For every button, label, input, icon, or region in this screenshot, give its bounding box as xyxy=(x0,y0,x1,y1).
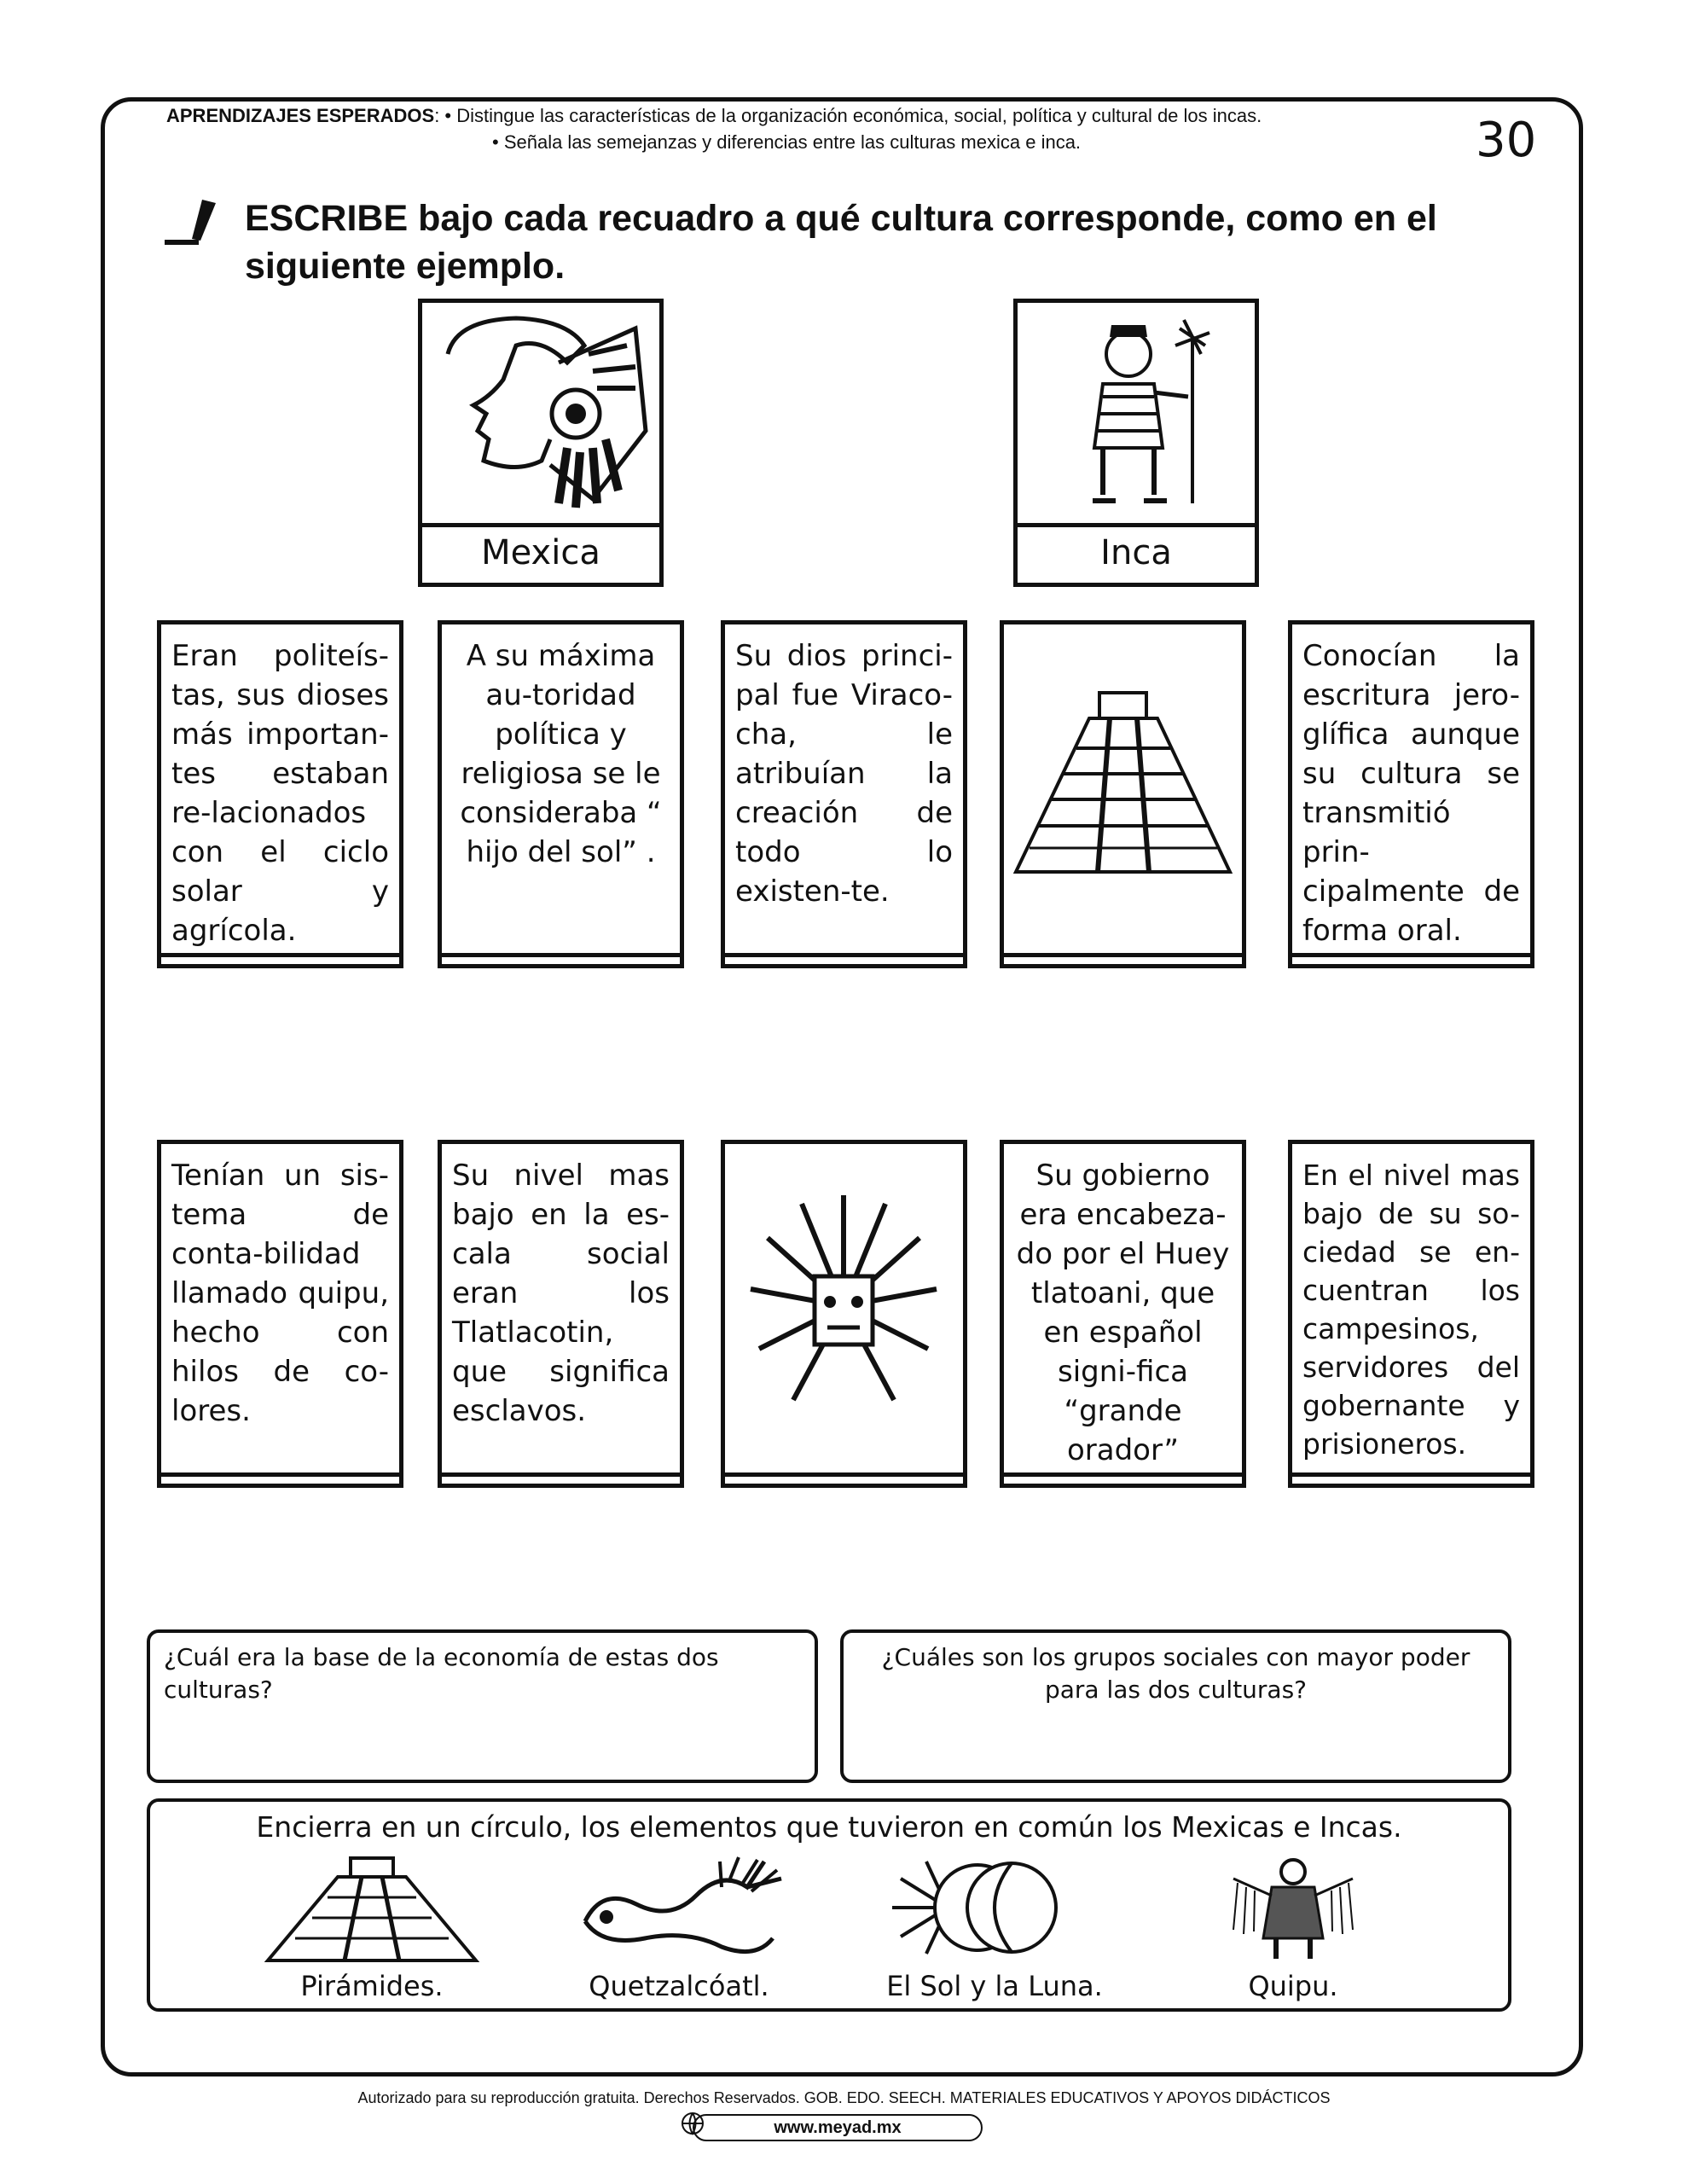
option-quetzalcoatl[interactable] xyxy=(551,1853,807,2002)
card-text: Su dios princi-pal fue Viraco-cha, le atribuían la creación de todo lo existen-te. xyxy=(725,624,963,957)
option-sol-luna[interactable] xyxy=(867,1853,1122,2002)
inca-figure-icon xyxy=(1018,303,1255,516)
pyramid-icon xyxy=(261,1853,483,1962)
card-text: Eran politeís-tas, sus dioses más importan-tes estaban re-lacionados con el ciclo solar y agrícola. xyxy=(161,624,399,957)
card-row2-3 xyxy=(721,1140,967,1488)
card-row2-2 xyxy=(438,1140,684,1488)
answer-box[interactable] xyxy=(442,868,680,964)
option-label: Quipu. xyxy=(1248,1970,1338,2002)
objectives-label: APRENDIZAJES ESPERADOS xyxy=(166,105,435,126)
card-text: A su máxima au-toridad política y religiosa se le consideraba “ hijo del sol” . xyxy=(442,624,680,957)
example-label-inca: Inca xyxy=(1100,533,1172,572)
card-row1-4 xyxy=(1000,620,1246,968)
answer-box[interactable] xyxy=(161,868,399,964)
answer-box[interactable] xyxy=(1004,868,1242,964)
example-card-mexica xyxy=(418,299,664,587)
question-box-social-groups[interactable] xyxy=(840,1629,1511,1783)
warrior-head-icon xyxy=(422,303,659,516)
objective-2: • Señala las semejanzas y diferencias entre las culturas mexica e inca. xyxy=(492,131,1082,153)
answer-box[interactable] xyxy=(1292,868,1530,964)
objective-1: : • Distingue las características de la organización económica, social, política y cultural de los incas. xyxy=(434,105,1262,126)
common-elements-box xyxy=(147,1798,1511,2012)
card-text: Su gobierno era encabeza-do por el Huey tlatoani, que en español signi-fica “grande orador” xyxy=(1004,1144,1242,1477)
card-row1-2 xyxy=(438,620,684,968)
instruction-text: ESCRIBE bajo cada recuadro a qué cultura corresponde, como en el siguiente ejemplo. xyxy=(245,198,1437,287)
website-link[interactable]: www.meyad.mx xyxy=(693,2114,983,2141)
question-box-economy[interactable] xyxy=(147,1629,818,1783)
answer-box[interactable] xyxy=(725,1388,963,1484)
page-number: 30 xyxy=(1476,113,1537,168)
card-row2-1 xyxy=(157,1140,403,1488)
card-text: Conocían la escritura jero-glífica aunque su cultura se transmitió prin-cipalmente de forma oral. xyxy=(1292,624,1530,957)
card-row2-4 xyxy=(1000,1140,1246,1488)
option-quipu[interactable] xyxy=(1165,1853,1421,2002)
answer-box[interactable] xyxy=(442,1388,680,1484)
answer-box[interactable] xyxy=(725,868,963,964)
option-piramides[interactable] xyxy=(244,1853,500,2002)
feathered-serpent-icon xyxy=(568,1853,790,1962)
answer-box[interactable] xyxy=(1292,1388,1530,1484)
pencil-icon xyxy=(165,196,224,247)
card-row1-3 xyxy=(721,620,967,968)
card-row1-1 xyxy=(157,620,403,968)
option-label: Quetzalcóatl. xyxy=(589,1970,769,2002)
learning-objectives xyxy=(166,102,1497,155)
example-label-mexica: Mexica xyxy=(481,533,600,572)
question-social-groups: ¿Cuáles son los grupos sociales con mayor poder para las dos culturas? xyxy=(881,1643,1470,1704)
sun-moon-icon xyxy=(884,1853,1105,1962)
card-text: Tenían un sis-tema de conta-bilidad llamado quipu, hecho con hilos de co-lores. xyxy=(161,1144,399,1477)
answer-box[interactable] xyxy=(1004,1388,1242,1484)
option-label: El Sol y la Luna. xyxy=(886,1970,1103,2002)
card-text: Su nivel mas bajo en la es-cala social eran los Tlatlacotin, que significa esclavos. xyxy=(442,1144,680,1477)
common-elements-title: Encierra en un círculo, los elementos que tuvieron en común los Mexicas e Incas. xyxy=(256,1810,1402,1844)
card-row2-5 xyxy=(1288,1140,1534,1488)
card-text: En el nivel mas bajo de su so-ciedad se en-cuentran los campesinos, servidores del gobernante y prisioneros. xyxy=(1292,1144,1530,1477)
example-card-inca xyxy=(1013,299,1259,587)
option-label: Pirámides. xyxy=(300,1970,444,2002)
card-row1-5 xyxy=(1288,620,1534,968)
quipu-figure-icon xyxy=(1182,1853,1404,1962)
answer-box[interactable] xyxy=(161,1388,399,1484)
footer-text: Autorizado para su reproducción gratuita. Derechos Reservados. GOB. EDO. SEECH. MATERIALES EDUCATIVOS Y APOYOS DIDÁCTICOS xyxy=(357,2089,1331,2106)
question-economy: ¿Cuál era la base de la economía de estas dos culturas? xyxy=(164,1643,719,1704)
